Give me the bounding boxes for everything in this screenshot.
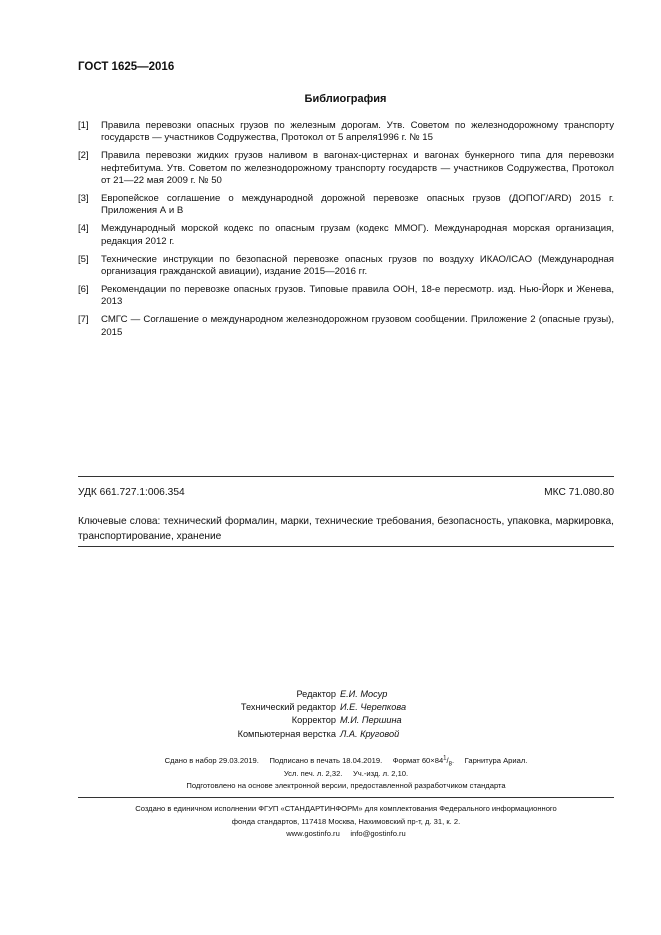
staff-row <box>0 714 661 727</box>
footer-contacts <box>78 828 614 841</box>
udk-code: УДК 661.727.1:006.354 <box>78 487 185 498</box>
ref-number: [3] <box>78 193 89 205</box>
ref-number: [7] <box>78 314 89 326</box>
staff-name: М.И. Першина <box>340 715 402 726</box>
typeface: Гарнитура Ариал. <box>464 756 528 765</box>
publ-sheets: Уч.-изд. л. 2,10. <box>352 768 409 778</box>
ref-number: [6] <box>78 283 89 295</box>
staff-name: Е.И. Мосур <box>340 689 388 699</box>
prepared-note: Подготовлено на основе электронной версии, предоставленной разработчиком стандарта <box>186 781 506 791</box>
staff-name: И.Е. Черепкова <box>340 702 407 713</box>
ref-number: [4] <box>78 223 89 235</box>
print-info-line1 <box>78 755 614 768</box>
staff-name: Л.А. Круговой <box>340 728 400 739</box>
bibliography-item <box>78 223 614 248</box>
staff-role: Корректор <box>291 715 336 726</box>
footer-line1: Создано в единичном исполнении ФГУП «СТАНДАРТИНФОРМ» для комплектования Федерального информационного <box>135 804 557 813</box>
email-link[interactable]: info@gostinfo.ru <box>350 829 406 839</box>
print-sheets: Усл. печ. л. 2,32. <box>283 768 343 778</box>
paper-format: Формат $60\times 84^1/_8$. <box>392 755 455 768</box>
ref-number: [1] <box>78 120 89 131</box>
bibliography-item <box>78 193 614 218</box>
ref-number: [2] <box>78 150 89 162</box>
staff-role: Редактор <box>296 689 336 699</box>
ref-text: СМГС — Соглашение о международном железнодорожном грузовом сообщении. Приложение 2 (опасные грузы), 2015 <box>101 314 614 338</box>
staff-row <box>0 728 661 741</box>
divider-top <box>78 476 614 477</box>
mks-code: МКС 71.080.80 <box>544 487 614 498</box>
keywords: Ключевые слова: технический формалин, марки, технические требования, безопасность, упаковка, маркировка, транспортирование, хранение <box>78 516 614 542</box>
ref-text: Правила перевозки жидких грузов наливом в вагонах-цистернах и вагонах бункерного типа для перевозки нефтебитума. Утв. Советом по железнодорожному транспорту государств — участников Содружества, Протокол от 21—22 мая 2009 г. № 50 <box>101 150 614 187</box>
website-link[interactable]: www.gostinfo.ru <box>286 829 340 839</box>
divider-footer <box>78 797 614 798</box>
staff-role: Компьютерная верстка <box>237 728 336 739</box>
bibliography-title: Библиография <box>304 93 387 105</box>
footer-line2: фонда стандартов, 117418 Москва, Нахимовский пр-т, д. 31, к. 2. <box>231 816 461 826</box>
bibliography-item <box>78 120 614 145</box>
ref-text: Правила перевозки опасных грузов по железным дорогам. Утв. Советом по железнодорожному транспорту государств — участников Содружества, Протокол от 5 апреля1996 г. № 15 <box>101 120 614 144</box>
bibliography-item <box>78 284 614 309</box>
document-code: ГОСТ 1625—2016 <box>78 61 175 73</box>
bibliography-item <box>78 254 614 279</box>
ref-text: Европейское соглашение о международной дорожной перевозке опасных грузов (ДОПОГ/ARD) 2015 г. Приложения А и В <box>101 193 614 217</box>
ref-text: Международный морской кодекс по опасным грузам (кодекс ММОГ). Международная морская организация, редакция 2012 г. <box>101 223 614 247</box>
bibliography-item <box>78 314 614 339</box>
submitted-date: Сдано в набор 29.03.2019. <box>164 756 259 765</box>
ref-text: Технические инструкции по безопасной перевозке опасных грузов по воздуху ИКАО/ICAO (Международная организация гражданской авиации), издание 2015—2016 гг. <box>101 253 614 278</box>
staff-row <box>0 688 661 701</box>
bibliography-item <box>78 150 614 187</box>
footer <box>78 803 614 841</box>
staff-credits <box>0 688 661 741</box>
divider-keywords <box>78 546 614 547</box>
ref-text: Рекомендации по перевозке опасных грузов. Типовые правила ООН, 18-е пересмотр. изд. Нью-Йорк и Женева, 2013 <box>101 283 614 308</box>
staff-row <box>0 701 661 714</box>
staff-role: Технический редактор <box>240 702 336 713</box>
ref-number: [5] <box>78 253 89 265</box>
signed-date: Подписано в печать 18.04.2019. <box>269 756 383 765</box>
bibliography-list <box>78 120 614 345</box>
print-info-line2 <box>78 768 614 781</box>
print-info <box>78 755 614 793</box>
